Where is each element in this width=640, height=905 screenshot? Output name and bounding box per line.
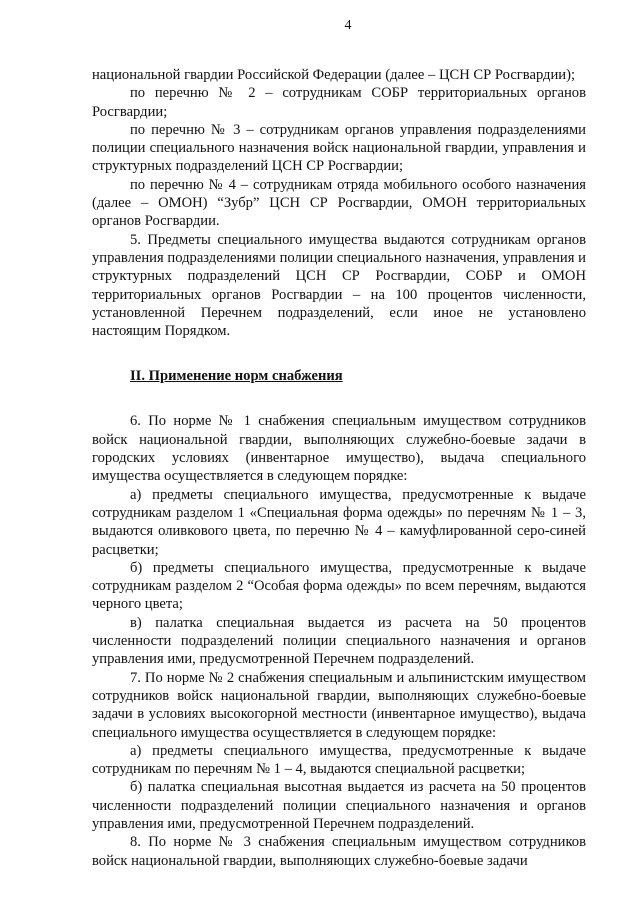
paragraph-p-7: 7. По норме № 2 снабжения специальным и альпинистским имуществом сотрудников войск национальной гвардии, выполняющих служебно-боевые задачи в условиях высокогорной местности (инвентарное имущество), выдача специального имущества осуществляется в следующем порядке: — [92, 669, 586, 741]
paragraph-p-5: 5. Предметы специального имущества выдаются сотрудникам органов управления подразделениями полиции специального назначения, управления и структурных подразделений ЦСН СР Росгвардии, СОБР и ОМОН территориальных органов Росгвардии – на 100 процентов численности, установленной Перечнем подразделений, если иное не установлено настоящим Порядком. — [92, 231, 586, 340]
paragraph-p-6c: в) палатка специальная выдается из расчета на 50 процентов численности подразделений полиции специального назначения и органов управления ими, предусмотренной Перечнем подразделений. — [92, 614, 586, 668]
paragraph-p-8: 8. По норме № 3 снабжения специальным имуществом сотрудников войск национальной гвардии, выполняющих служебно-боевые задачи — [92, 834, 586, 869]
paragraph-p-7b: б) палатка специальная высотная выдается из расчета на 50 процентов численности подразделений полиции специального назначения и органов управления ими, предусмотренной Перечнем подразделений. — [92, 779, 586, 832]
paragraph-group-bottom — [92, 412, 586, 869]
paragraph-p-6b: б) предметы специального имущества, предусмотренные к выдаче сотрудникам разделом 2 “Особая форма одежды» по всем перечням, выдаются черного цвета; — [92, 559, 586, 613]
paragraph-p-list-3: по перечню № 3 – сотрудникам органов управления подразделениями полиции специального назначения войск национальной гвардии, управления и структурных подразделений ЦСН СР Росгвардии; — [92, 121, 586, 175]
paragraph-p-cont-1: национальной гвардии Российской Федерации (далее – ЦСН СР Росгвардии); — [92, 67, 576, 83]
document-body — [92, 66, 586, 870]
paragraph-group-top — [92, 66, 586, 340]
page-number: 4 — [344, 18, 352, 33]
paragraph-p-list-4: по перечню № 4 – сотрудникам отряда мобильного особого назначения (далее – ОМОН) “Зубр” ЦСН СР Росгвардии, ОМОН территориальных органов Росгвардии. — [92, 176, 586, 230]
paragraph-p-7a: а) предметы специального имущества, предусмотренные к выдаче сотрудникам по перечням № 1 – 4, выдаются специальной расцветки; — [92, 742, 586, 778]
paragraph-p-6: 6. По норме № 1 снабжения специальным имуществом сотрудников войск национальной гвардии, выполняющих служебно-боевые задачи в городских условиях (инвентарное имущество), выдача специального имущества осуществляется в следующем порядке: — [92, 413, 586, 485]
paragraph-p-list-2: по перечню № 2 – сотрудникам СОБР территориальных органов Росгвардии; — [92, 85, 586, 120]
section-heading: II. Применение норм снабжения — [130, 368, 343, 385]
paragraph-p-6a: а) предметы специального имущества, предусмотренные к выдаче сотрудникам разделом 1 «Специальная форма одежды» по перечням № 1 – 3, выдаются оливкового цвета, по перечню № 4 – камуфлированной серо-синей расцветки; — [92, 486, 586, 558]
